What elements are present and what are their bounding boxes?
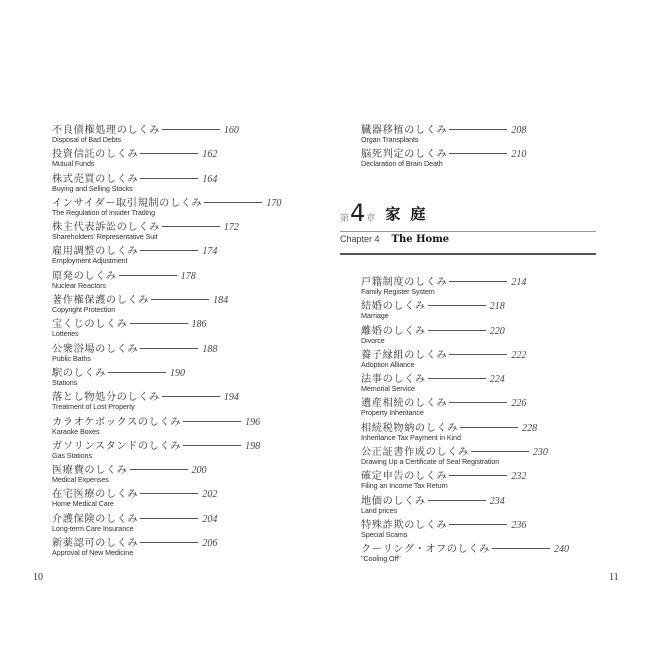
toc-entry-ja-line (361, 516, 569, 529)
toc-entry (361, 492, 569, 516)
dot-leader (151, 299, 209, 300)
toc-entry-title-en: Shareholders' Representative Suit (52, 232, 158, 242)
toc-entry (52, 170, 281, 194)
toc-entry (52, 413, 281, 437)
dot-leader (449, 524, 507, 525)
toc-entry-title-en: Special Scams (361, 529, 408, 539)
toc-entry-page-number: 224 (489, 374, 505, 386)
toc-entry-title-ja: 落とし物処分のしくみ (52, 392, 160, 404)
chapter-rule-top (340, 231, 596, 232)
toc-entry-ja-line (361, 540, 569, 556)
toc-entry-title-en: Treatment of Lost Property (52, 402, 135, 412)
toc-list-left (52, 121, 281, 558)
toc-entry-page-number: 160 (223, 125, 239, 136)
toc-entry (52, 194, 281, 218)
toc-entry (52, 340, 281, 364)
toc-entry-title-en: Public Baths (52, 353, 91, 363)
toc-entry-title-ja: 医療費のしくみ (52, 465, 128, 477)
toc-entry-title-en: Adoption Alliance (361, 359, 415, 369)
toc-entry-ja-line (52, 340, 281, 353)
toc-entry-ja-line (361, 121, 526, 134)
toc-entry-ja-line (52, 461, 281, 477)
toc-entry-title-ja: 公衆浴場のしくみ (52, 343, 139, 355)
toc-entry-title-ja: ガソリンスタンドのしくみ (52, 440, 182, 452)
toc-entry-title-en: Marriage (361, 311, 389, 321)
toc-entry-title-ja: 原発のしくみ (52, 270, 117, 282)
toc-entry-title-ja: 確定申告のしくみ (361, 471, 448, 483)
toc-entry-title-en: Gas Stations (52, 450, 92, 460)
dot-leader (108, 372, 166, 373)
dot-leader (428, 330, 486, 331)
toc-entry-title-en: Divorce (361, 335, 385, 345)
toc-entry (52, 267, 281, 291)
dot-leader (449, 281, 507, 282)
chapter-number: 4 (350, 199, 366, 227)
toc-entry-title-en: Long-term Care Insurance (52, 523, 134, 533)
toc-entry-page-number: 210 (511, 149, 527, 161)
dot-leader (140, 178, 198, 179)
toc-entry-ja-line (361, 370, 569, 386)
toc-entry (361, 540, 569, 564)
chapter-prefix: 第 (340, 214, 350, 224)
dot-leader (428, 378, 486, 379)
toc-entry (52, 437, 281, 461)
toc-entry (52, 388, 281, 412)
dot-leader (162, 226, 220, 227)
toc-entry (361, 443, 569, 467)
dot-leader (204, 202, 262, 203)
toc-entry-title-ja: 株主代表訴訟のしくみ (52, 222, 160, 234)
toc-entry-ja-line (361, 467, 569, 483)
toc-entry-ja-line (52, 510, 281, 523)
toc-entry-title-en: Karaoke Boxes (52, 426, 100, 436)
toc-entry-ja-line (52, 388, 281, 404)
toc-entry (361, 297, 569, 321)
toc-entry-title-en: Disposal of Bad Debts (52, 135, 122, 144)
toc-entry-ja-line (361, 394, 569, 410)
toc-entry-ja-line (52, 194, 281, 207)
toc-entry-page-number: 208 (511, 125, 527, 136)
toc-list-right-top (361, 121, 526, 170)
toc-entry (52, 242, 281, 266)
toc-entry-ja-line (52, 242, 281, 258)
toc-entry (52, 145, 281, 169)
toc-entry (361, 346, 569, 370)
toc-entry-page-number: 222 (511, 349, 527, 361)
toc-entry (52, 534, 281, 558)
toc-entry-ja-line (52, 170, 281, 183)
toc-entry-title-ja: 介護保険のしくみ (52, 513, 139, 525)
toc-entry (361, 467, 569, 491)
toc-entry-title-en: Land prices (361, 505, 398, 515)
toc-entry-title-en: Nuclear Reactors (52, 280, 106, 290)
toc-entry-page-number: 230 (532, 447, 548, 459)
toc-entry-title-ja: 不良債権処理のしくみ (52, 125, 160, 136)
toc-entry (52, 218, 281, 242)
toc-entry-title-ja: 戸籍制度のしくみ (361, 277, 448, 288)
toc-entry-title-en: Declaration of Brain Death (361, 159, 443, 169)
toc-entry-page-number: 196 (245, 416, 261, 428)
dot-leader (162, 129, 220, 130)
toc-entry-ja-line (52, 218, 281, 234)
toc-entry-title-en: "Cooling Off" (361, 554, 401, 564)
toc-entry-title-ja: クーリング・オフのしくみ (361, 544, 490, 556)
dot-leader (449, 129, 507, 130)
toc-entry-page-number: 164 (202, 173, 218, 185)
toc-entry-title-ja: 結婚のしくみ (361, 301, 426, 313)
toc-entry-title-en: Inheritance Tax Payment in Kind (361, 432, 461, 442)
page-number-right: 11 (609, 572, 619, 583)
toc-entry-page-number: 170 (266, 197, 282, 209)
dot-leader (471, 451, 529, 452)
toc-entry-page-number: 198 (245, 440, 261, 452)
toc-entry-title-en: Filing an Income Tax Return (361, 481, 448, 491)
chapter-title-en: The Home (391, 234, 450, 245)
toc-entry-title-en: Copyright Protection (52, 305, 116, 315)
toc-entry-ja-line (361, 297, 569, 313)
toc-entry-page-number: 236 (511, 519, 527, 531)
toc-entry-ja-line (52, 121, 281, 134)
toc-entry-ja-line (52, 145, 281, 161)
toc-entry-title-ja: 新薬認可のしくみ (52, 538, 139, 550)
toc-entry-page-number: 214 (511, 277, 527, 288)
dot-leader (119, 275, 177, 276)
chapter-rule-bottom (340, 253, 596, 255)
toc-entry-ja-line (361, 346, 569, 359)
dot-leader (140, 153, 198, 154)
toc-entry-title-ja: 遺産相続のしくみ (361, 398, 448, 410)
toc-entry (52, 291, 281, 315)
chapter-title-ja: 家庭 (385, 205, 436, 223)
toc-entry-title-en: Mutual Funds (52, 159, 95, 169)
toc-entry-title-ja: 法事のしくみ (361, 374, 426, 386)
toc-entry-title-ja: 公正証書作成のしくみ (361, 447, 469, 459)
toc-entry-ja-line (52, 364, 281, 377)
toc-entry-page-number: 204 (202, 513, 218, 525)
toc-entry-title-en: Property Inheritance (361, 408, 424, 418)
toc-entry-page-number: 218 (489, 301, 505, 313)
toc-entry-title-en: Medical Expenses (52, 475, 109, 485)
toc-entry-ja-line (52, 485, 281, 501)
toc-entry-title-en: Memorial Service (361, 384, 415, 394)
dot-leader (183, 445, 241, 446)
chapter-heading (340, 199, 610, 245)
toc-entry (361, 145, 526, 169)
toc-entry (52, 510, 281, 534)
toc-entry-page-number: 194 (223, 392, 239, 404)
toc-entry (361, 419, 569, 443)
dot-leader (130, 323, 188, 324)
toc-entry-title-ja: 雇用調整のしくみ (52, 246, 139, 258)
toc-entry-ja-line (52, 413, 281, 426)
toc-entry-page-number: 184 (213, 295, 229, 307)
dot-leader (183, 421, 241, 422)
dot-leader (449, 153, 507, 154)
toc-entry (52, 121, 281, 145)
toc-entry-page-number: 202 (202, 489, 218, 501)
toc-entry-ja-line (52, 291, 281, 307)
dot-leader (449, 402, 507, 403)
toc-entry (361, 394, 569, 418)
toc-entry-page-number: 178 (180, 270, 196, 282)
toc-entry-title-ja: 地価のしくみ (361, 495, 426, 507)
toc-entry-page-number: 206 (202, 538, 218, 550)
toc-entry-page-number: 172 (223, 222, 239, 234)
toc-entry (52, 461, 281, 485)
chapter-suffix: 章 (366, 214, 376, 224)
toc-entry (361, 273, 569, 297)
chapter-heading-ja (340, 199, 610, 227)
toc-entry (361, 121, 526, 145)
dot-leader (428, 305, 486, 306)
toc-entry (361, 370, 569, 394)
page-number-left: 10 (33, 572, 43, 583)
toc-entry-title-ja: 相続税物納のしくみ (361, 422, 459, 434)
toc-entry-ja-line (52, 267, 281, 280)
toc-entry (361, 322, 569, 346)
chapter-heading-en (340, 234, 449, 251)
toc-entry-ja-line (361, 419, 569, 432)
toc-entry (52, 315, 281, 339)
toc-entry-page-number: 186 (191, 319, 207, 331)
dot-leader (140, 493, 198, 494)
toc-entry-title-en: Organ Transplants (361, 135, 419, 144)
toc-entry-page-number: 188 (202, 343, 218, 355)
toc-entry-title-en: Home Medical Care (52, 499, 114, 509)
right-page (325, 0, 650, 650)
dot-leader (140, 250, 198, 251)
toc-entry (52, 364, 281, 388)
toc-entry-page-number: 220 (489, 325, 505, 337)
toc-entry-title-en: Drawing Up a Certificate of Seal Registration (361, 457, 500, 467)
toc-entry-title-en: Lotteries (52, 329, 79, 339)
toc-list-right (361, 273, 569, 565)
toc-entry-title-ja: 臓器移植のしくみ (361, 125, 448, 136)
toc-entry-title-ja: 特殊詐欺のしくみ (361, 519, 448, 531)
dot-leader (460, 427, 518, 428)
toc-entry-title-en: Buying and Selling Stocks (52, 183, 133, 193)
toc-entry-title-ja: 投資信託のしくみ (52, 149, 139, 161)
dot-leader (492, 548, 550, 549)
toc-entry-ja-line (361, 443, 569, 459)
dot-leader (140, 348, 198, 349)
toc-entry-title-ja: 株式売買のしくみ (52, 173, 139, 185)
toc-entry-title-ja: 著作権保護のしくみ (52, 295, 150, 307)
toc-entry-title-en: Employment Adjustment (52, 256, 128, 266)
dot-leader (449, 475, 507, 476)
toc-entry-ja-line (52, 315, 281, 331)
toc-entry-ja-line (52, 534, 281, 550)
toc-entry-page-number: 240 (553, 544, 569, 556)
toc-entry-ja-line (361, 273, 569, 286)
toc-entry-ja-line (52, 437, 281, 450)
toc-entry-page-number: 228 (522, 422, 538, 434)
toc-entry-page-number: 232 (511, 471, 527, 483)
toc-entry-ja-line (361, 492, 569, 505)
toc-entry-title-ja: 駅のしくみ (52, 367, 106, 379)
toc-entry-ja-line (361, 322, 569, 335)
toc-entry-title-ja: 離婚のしくみ (361, 325, 426, 337)
chapter-label-en: Chapter 4 (340, 234, 380, 244)
toc-entry-page-number: 226 (511, 398, 527, 410)
toc-entry-page-number: 234 (489, 495, 505, 507)
toc-entry-title-ja: 養子縁組のしくみ (361, 349, 448, 361)
toc-entry-title-ja: 宝くじのしくみ (52, 319, 128, 331)
dot-leader (162, 396, 220, 397)
dot-leader (449, 354, 507, 355)
dot-leader (428, 500, 486, 501)
toc-entry-ja-line (361, 145, 527, 161)
toc-entry-page-number: 190 (169, 367, 185, 379)
dot-leader (140, 518, 198, 519)
toc-entry-title-en: Family Register System (361, 287, 435, 296)
toc-entry-page-number: 162 (202, 149, 218, 161)
dot-leader (130, 469, 188, 470)
dot-leader (140, 542, 198, 543)
toc-entry-page-number: 174 (202, 246, 218, 258)
toc-entry-title-en: The Regulation of Insider Trading (52, 207, 155, 217)
toc-entry-title-ja: 脳死判定のしくみ (361, 149, 448, 161)
toc-entry (361, 516, 569, 540)
toc-entry-page-number: 200 (191, 465, 207, 477)
toc-entry-title-en: Stations (52, 377, 78, 387)
toc-entry-title-en: Approval of New Medicine (52, 548, 134, 558)
toc-entry-title-ja: インサイダー取引規制のしくみ (52, 197, 203, 209)
toc-entry-title-ja: 在宅医療のしくみ (52, 489, 139, 501)
toc-entry (52, 485, 281, 509)
toc-entry-title-ja: カラオケボックスのしくみ (52, 416, 182, 428)
